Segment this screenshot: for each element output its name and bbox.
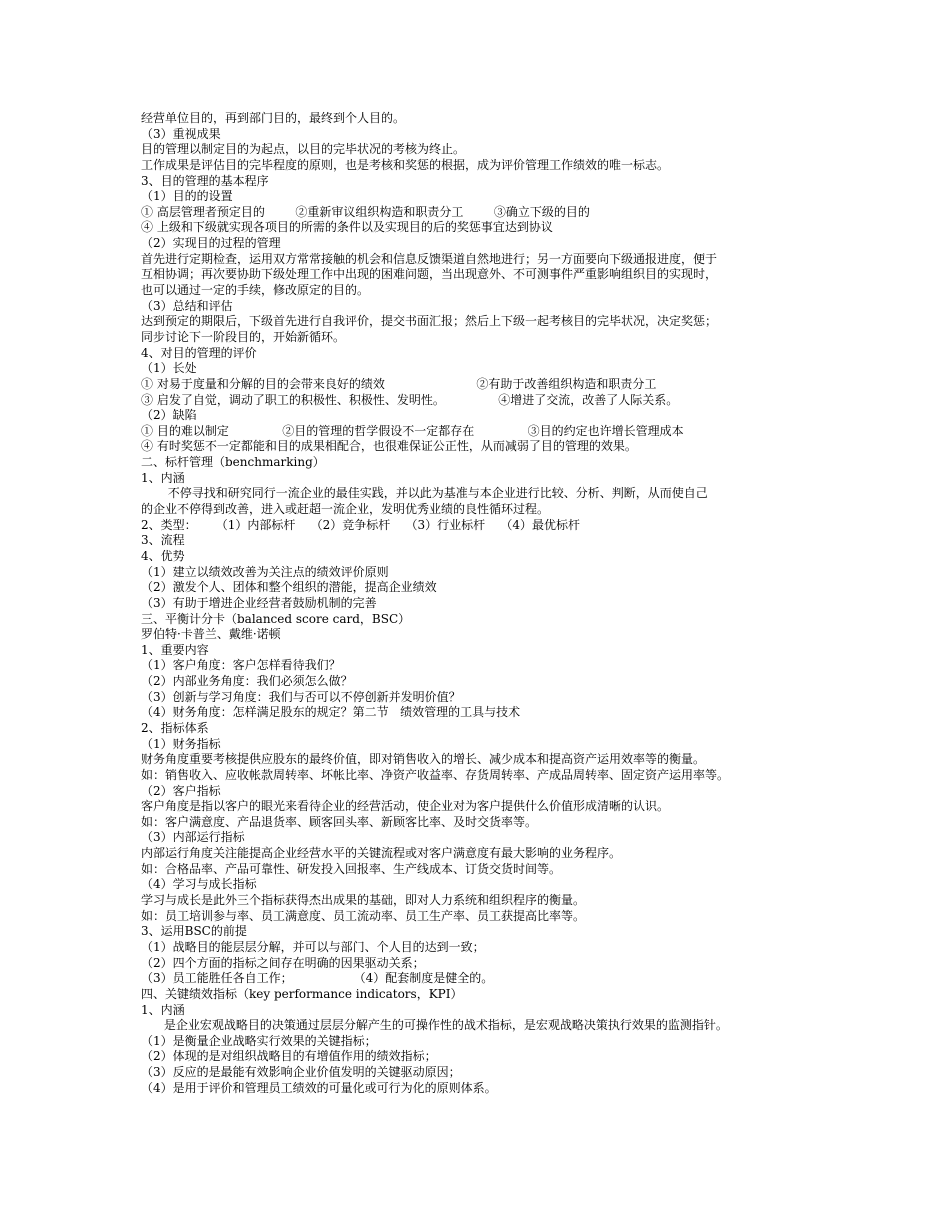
text-line: 不停寻找和研究同行一流企业的最佳实践，并以此为基准与本企业进行比较、分析、判断，从而使自己 [141, 486, 708, 501]
text-line: 互相协调；再次要协助下级处理工作中出现的困难问题，当出现意外、不可测事件严重影响组织目的实现时， [141, 267, 718, 282]
text-line: 4、对目的管理的评价 [141, 345, 257, 360]
text-line: （3）重视成果 [141, 126, 221, 141]
text-line: 三、平衡计分卡（balanced score card，BSC） [141, 611, 411, 626]
text-line: （4）学习与成长指标 [141, 877, 257, 892]
text-line: 目的管理以制定目的为起点，以目的完毕状况的考核为终止。 [141, 142, 466, 157]
text-line: （2）实现目的过程的管理 [141, 236, 281, 251]
text-line: 是企业宏观战略目的决策通过层层分解产生的可操作性的战术指标，是宏观战略决策执行效果的监测指针。 [141, 1018, 728, 1033]
text-line: 同步讨论下一阶段目的，开始新循环。 [141, 329, 346, 344]
text-line: 4、优势 [141, 548, 185, 563]
text-line: （3）员工能胜任各自工作； （4）配套制度是健全的。 [141, 971, 494, 986]
text-line: 二、标杆管理（benchmarking） [141, 455, 325, 470]
text-line: ④ 有时奖惩不一定都能和目的成果相配合，也很难保证公正性，从而减弱了目的管理的效果。 [141, 439, 637, 454]
text-line: 学习与成长是此外三个指标获得杰出成果的基础，即对人力系统和组织程序的衡量。 [141, 893, 586, 908]
text-line: 也可以通过一定的手续，修改原定的目的。 [141, 283, 370, 298]
text-line: 3、流程 [141, 533, 185, 548]
text-line: （3）反应的是最能有效影响企业价值发明的关键驱动原因； [141, 1065, 461, 1080]
text-line: （2）内部业务角度：我们必须怎么做？ [141, 674, 353, 689]
text-line: ① 高层管理者预定目的 ②重新审议组织构造和职责分工 ③确立下级的目的 [141, 204, 590, 219]
text-line: （3）创新与学习角度：我们与否可以不停创新并发明价值？ [141, 689, 461, 704]
text-line: （2）体现的是对组织战略目的有增值作用的绩效指标； [141, 1049, 437, 1064]
text-line: 3、目的管理的基本程序 [141, 173, 269, 188]
document-body [141, 111, 831, 1096]
text-line: 如：合格品率、产品可靠性、研发投入回报率、生产线成本、订货交货时间等。 [141, 861, 562, 876]
text-line: （1）客户角度：客户怎样看待我们？ [141, 658, 341, 673]
text-line: （1）长处 [141, 361, 197, 376]
text-line: （4）财务角度：怎样满足股东的规定？第二节 绩效管理的工具与技术 [141, 705, 521, 720]
text-line: 2、指标体系 [141, 720, 209, 735]
text-line: 1、重要内容 [141, 642, 209, 657]
text-line: （1）财务指标 [141, 736, 221, 751]
text-line: （3）总结和评估 [141, 298, 233, 313]
text-line: （1）建立以绩效改善为关注点的绩效评价原则 [141, 564, 389, 579]
text-line: 罗伯特·卡普兰、戴维·诺顿 [141, 627, 281, 642]
text-line: 客户角度是指以客户的眼光来看待企业的经营活动，使企业对为客户提供什么价值形成清晰的认识。 [141, 799, 670, 814]
text-line: （3）有助于增进企业经营者鼓励机制的完善 [141, 595, 377, 610]
text-line: （2）激发个人、团体和整个组织的潜能，提高企业绩效 [141, 580, 437, 595]
text-line: ① 对易于度量和分解的目的会带来良好的绩效 ②有助于改善组织构造和职责分工 [141, 376, 657, 391]
text-line: 的企业不停得到改善，进入或赶超一流企业，发明优秀业绩的良性循环过程。 [141, 502, 550, 517]
text-line: 3、运用BSC的前提 [141, 924, 247, 939]
text-line: （2）四个方面的指标之间存在明确的因果驱动关系； [141, 955, 425, 970]
text-line: 达到预定的期限后，下级首先进行自我评价，提交书面汇报；然后上下级一起考核目的完毕状况，决定奖惩； [141, 314, 718, 329]
text-line: 2、类型： （1）内部标杆 （2）竞争标杆 （3）行业标杆 （4）最优标杆 [141, 517, 581, 532]
text-line: 经营单位目的，再到部门目的，最终到个人目的。 [141, 111, 406, 125]
text-line: 如：员工培训参与率、员工满意度、员工流动率、员工生产率、员工获提高比率等。 [141, 908, 586, 923]
text-line: （1）战略目的能层层分解，并可以与部门、个人目的达到一致； [141, 939, 485, 954]
text-line: 工作成果是评估目的完毕程度的原则，也是考核和奖惩的根据，成为评价管理工作绩效的唯一标志。 [141, 157, 670, 172]
text-line: 如：客户满意度、产品退货率、顾客回头率、新顾客比率、及时交货率等。 [141, 814, 538, 829]
text-line: （1）是衡量企业战略实行效果的关键指标； [141, 1033, 377, 1048]
text-line: （1）目的的设置 [141, 189, 233, 204]
text-line: （3）内部运行指标 [141, 830, 245, 845]
text-line: ④ 上级和下级就实现各项目的所需的条件以及实现目的后的奖惩事宜达到协议 [141, 220, 553, 235]
text-line: 首先进行定期检查，运用双方常常接触的机会和信息反馈渠道自然地进行；另一方面要向下级通报进度，便于 [141, 251, 718, 266]
text-line: （4）是用于评价和管理员工绩效的可量化或可行为化的原则体系。 [141, 1080, 497, 1095]
text-line: 四、关键绩效指标（key performance indicators，KPI） [141, 986, 463, 1001]
text-line: 1、内涵 [141, 1002, 185, 1017]
text-line: 1、内涵 [141, 470, 185, 485]
text-line: 如：销售收入、应收帐款周转率、坏帐比率、净资产收益率、存货周转率、产成品周转率、固定资产运用率等。 [141, 767, 730, 782]
text-line: ① 目的难以制定 ②目的管理的哲学假设不一定都存在 ③目的约定也许增长管理成本 [141, 423, 684, 438]
text-line: 财务角度重要考核提供应股东的最终价值，即对销售收入的增长、减少成本和提高资产运用效率等的衡量。 [141, 752, 706, 767]
text-line: （2）缺陷 [141, 408, 197, 423]
text-line: ③ 启发了自觉，调动了职工的积极性、积极性、发明性。 ④增进了交流，改善了人际关系。 [141, 392, 679, 407]
text-line: 内部运行角度关注能提高企业经营水平的关键流程或对客户满意度有最大影响的业务程序。 [141, 846, 622, 861]
text-line: （2）客户指标 [141, 783, 221, 798]
